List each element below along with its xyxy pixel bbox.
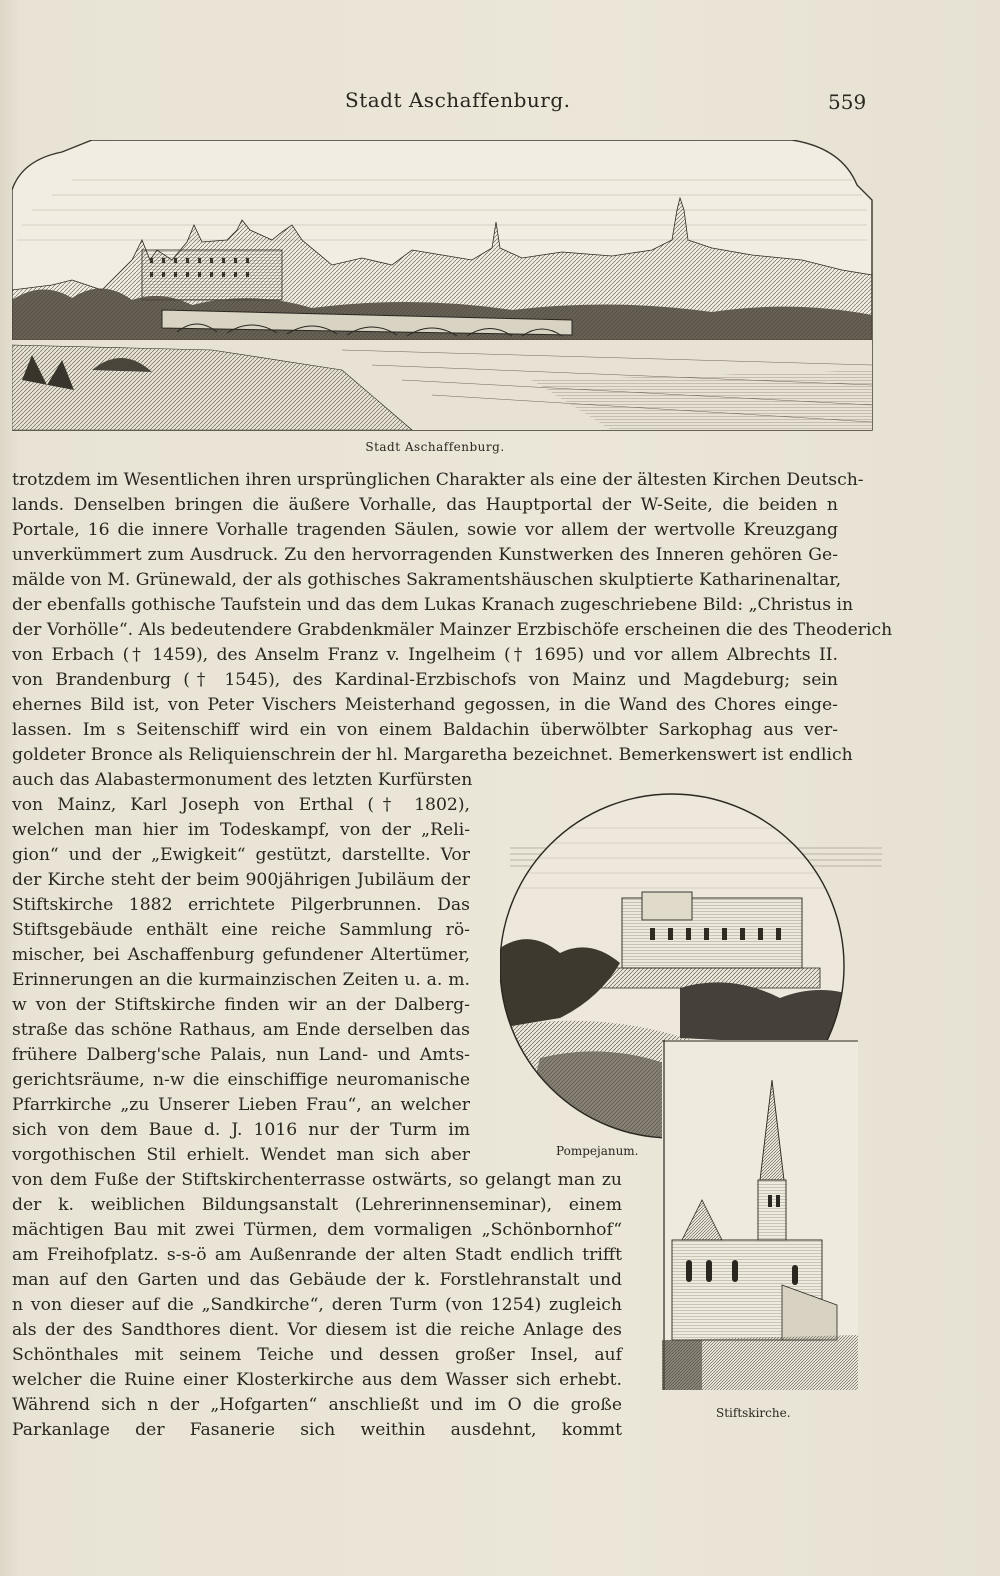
body-line: vorgothischen Stil erhielt. Wendet man sich aber [12,1145,470,1165]
body-line: mächtigen Bau mit zwei Türmen, dem vormaligen „Schönbornhof“ [12,1220,622,1240]
body-line: auch das Alabastermonument des letzten Kurfürsten [12,770,473,790]
body-line: ehernes Bild ist, von Peter Vischers Meisterhand gegossen, in die Wand des Chores einge- [12,695,838,715]
body-line: goldeter Bronce als Reliquienschrein der hl. Margaretha bezeichnet. Bemerkenswert ist endlich [12,745,853,765]
body-line: man auf den Garten und das Gebäude der k. Forstlehranstalt und [12,1270,622,1290]
body-line: der k. weiblichen Bildungsanstalt (Lehrerinnenseminar), einem [12,1195,622,1215]
body-line: von Brandenburg († 1545), des Kardinal-Erzbischofs von Mainz und Magdeburg; sein [12,670,838,690]
running-header [0,88,1000,118]
body-line: Pfarrkirche „zu Unserer Lieben Frau“, an welcher [12,1095,470,1115]
body-line: unverkümmert zum Ausdruck. Zu den hervorragenden Kunstwerken des Inneren gehören Ge- [12,545,838,565]
body-line: welchen man hier im Todeskampf, von der „Reli- [12,820,470,840]
body-line: straße das schöne Rathaus, am Ende derselben das [12,1020,470,1040]
body-line: gerichtsräume, n-w die einschiffige neuromanische [12,1070,470,1090]
body-line: von dem Fuße der Stiftskirchenterrasse ostwärts, so gelangt man zu [12,1170,622,1190]
figure-caption-pompejanum: Pompejanum. [556,1144,639,1158]
body-line: welcher die Ruine einer Klosterkirche aus dem Wasser sich erhebt. [12,1370,622,1390]
body-line: w von der Stiftskirche finden wir an der Dalberg- [12,995,470,1015]
body-line: der Vorhölle“. Als bedeutendere Grabdenkmäler Mainzer Erzbischöfe erscheinen die des Theoderich [12,620,893,640]
body-line: trotzdem im Wesentlichen ihren ursprünglichen Charakter als eine der ältesten Kirchen Deutsch- [12,470,864,490]
body-line: Schönthales mit seinem Teiche und dessen großer Insel, auf [12,1345,622,1365]
body-line: am Freihofplatz. s-s-ö am Außenrande der alten Stadt endlich trifft [12,1245,622,1265]
body-line: der Kirche steht der beim 900jährigen Jubiläum der [12,870,470,890]
body-line: der ebenfalls gothische Taufstein und das dem Lukas Kranach zugeschriebene Bild: „Christus in [12,595,854,615]
body-line: lassen. Im s Seitenschiff wird ein von einem Baldachin überwölbter Sarkophag aus ver- [12,720,838,740]
page-title: Stadt Aschaffenburg. [345,88,571,112]
body-line: n von dieser auf die „Sandkirche“, deren Turm (von 1254) zugleich [12,1295,622,1315]
body-line: sich von dem Baue d. J. 1016 nur der Turm im [12,1120,470,1140]
body-line: frühere Dalberg'sche Palais, nun Land- und Amts- [12,1045,470,1065]
body-line: Portale, 16 die innere Vorhalle tragenden Säulen, sowie vor allem der wertvolle Kreuzgang [12,520,838,540]
body-line: gion“ und der „Ewigkeit“ gestützt, darstellte. Vor [12,845,470,865]
page-number: 559 [828,90,867,114]
stiftskirche-engraving [662,1040,858,1390]
body-line: Parkanlage der Fasanerie sich weithin ausdehnt, kommt [12,1420,622,1440]
figure-caption-stiftskirche: Stiftskirche. [716,1406,791,1420]
figure-caption-city: Stadt Aschaffenburg. [365,440,505,454]
body-line: mischer, bei Aschaffenburg gefundener Altertümer, [12,945,470,965]
body-line: von Erbach († 1459), des Anselm Franz v. Ingelheim († 1695) und vor allem Albrechts II. [12,645,838,665]
body-line: mälde von M. Grünewald, der als gothisches Sakramentshäuschen skulptierte Katharinenaltar, [12,570,842,590]
body-line: als der des Sandthores dient. Vor diesem ist die reiche Anlage des [12,1320,622,1340]
body-line: Stiftsgebäude enthält eine reiche Sammlung rö- [12,920,470,940]
body-line: lands. Denselben bringen die äußere Vorhalle, das Hauptportal der W-Seite, die beiden n [12,495,838,515]
city-panorama-engraving [12,140,876,432]
body-line: Erinnerungen an die kurmainzischen Zeiten u. a. m. [12,970,470,990]
body-line: von Mainz, Karl Joseph von Erthal († 1802), [12,795,470,815]
body-line: Stiftskirche 1882 errichtete Pilgerbrunnen. Das [12,895,470,915]
body-line: Während sich n der „Hofgarten“ anschließt und im O die große [12,1395,622,1415]
